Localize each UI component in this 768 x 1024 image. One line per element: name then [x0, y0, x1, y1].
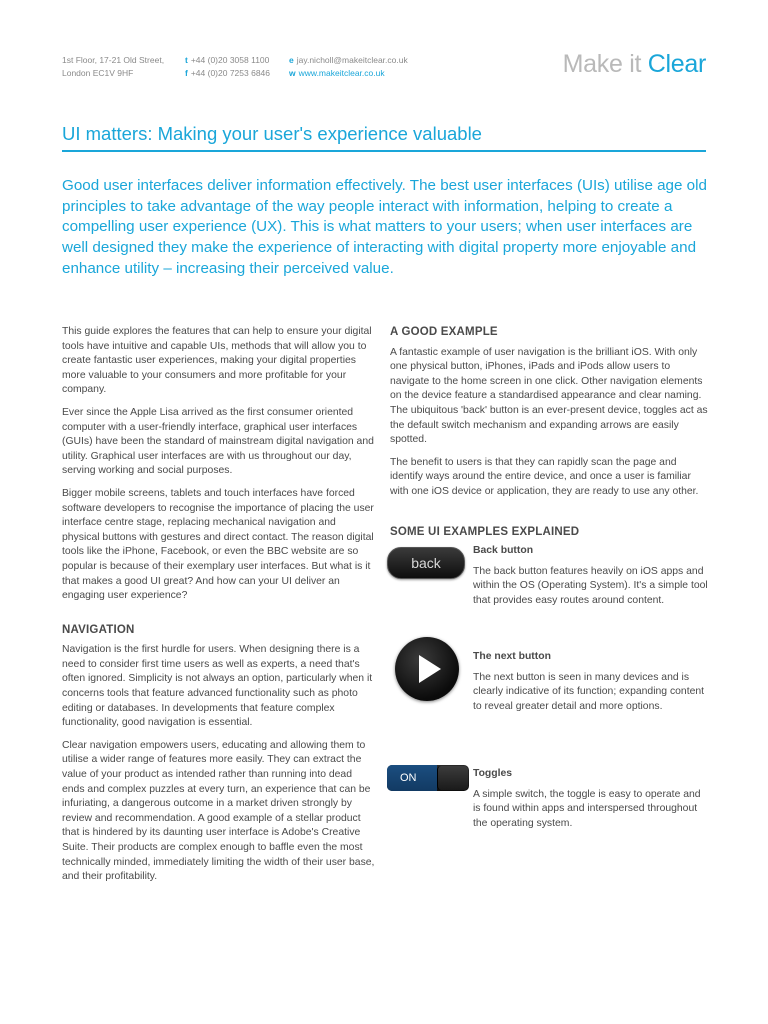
navigation-heading: NAVIGATION — [62, 623, 135, 636]
example-back-button — [390, 544, 708, 639]
phone-number: +44 (0)20 3058 1100 — [190, 55, 270, 65]
address-line-1: 1st Floor, 17-21 Old Street, — [62, 55, 165, 65]
example-title: The next button — [473, 651, 551, 663]
fax-number: +44 (0)20 7253 6846 — [190, 68, 271, 78]
address-line-2: London EC1V 9HF — [62, 68, 134, 78]
right-column — [390, 325, 708, 832]
letterhead — [62, 50, 706, 90]
company-logo — [563, 50, 706, 79]
website-link[interactable]: www.makeitclear.co.uk — [298, 68, 385, 78]
page-title: UI matters: Making your user's experience valuable — [62, 120, 706, 152]
example-title: Toggles — [473, 768, 513, 780]
address — [62, 54, 164, 80]
toggle-on-label: ON — [387, 765, 437, 791]
body-paragraph: Clear navigation empowers users, educating and allowing them to utilise a wider range of features more easily. They can extract the value of your product as intended rather than running into dead ends and complex puzzles at every turn, an experience that can be infuriating, a dangerous outcome in a market driven strongly by review and recommendation. A good example of a stellar product that is hindered by its daunting user interface is Adobe's Creative Suite. Their products are complex enough to baffle even the most technically minded, immediately limiting the width of their user base, and their profitability. — [62, 739, 375, 883]
contact-links — [289, 54, 408, 80]
example-text: The back button features heavily on iOS apps and within the OS (Operating System). It's a simple tool that provides easy routes around content. — [473, 565, 708, 606]
good-example-heading: A GOOD EXAMPLE — [390, 326, 498, 338]
play-icon — [395, 637, 459, 701]
left-column — [62, 325, 376, 893]
example-text: A simple switch, the toggle is easy to operate and is found within apps and interspersed throughout the operating system. — [473, 788, 701, 829]
toggle-switch-illustration — [387, 765, 469, 791]
body-paragraph: Navigation is the first hurdle for users. When designing there is a need to consider first time users as well as experts, a need that's often ignored. Simplicity is not always an option, particularly when it concerns tools that feature advanced functionality such as photo editing or databases. In developments that feature complex functionality, good navigation is essential. — [62, 644, 373, 729]
phone-numbers — [185, 54, 270, 80]
fax-label: f — [185, 68, 188, 78]
body-paragraph: Ever since the Apple Lisa arrived as the first consumer oriented computer with a user-friendly interface, graphical user interfaces (GUIs) have been the standard of mainstream digital navigation and utility. Graphical user interfaces are with us throughout our day, serving working and social purposes. — [62, 406, 374, 477]
body-paragraph: A fantastic example of user navigation is the brilliant iOS. With only one physical button, iPhones, iPads and iPods allow users to navigate to the home screen in one click. Other navigation elements on the device feature a standardised appearance and clear naming. The ubiquitous 'back' button is an ever-present device, toggles act as the default switch mechanism and expanding arrows are easily spotted. — [390, 346, 708, 446]
example-toggles — [390, 767, 708, 831]
phone-label: t — [185, 55, 188, 65]
example-title: Back button — [473, 545, 534, 557]
example-next-button — [390, 650, 708, 760]
logo-text-clear: Clear — [647, 50, 706, 78]
back-button-illustration: back — [387, 547, 465, 579]
body-paragraph: The benefit to users is that they can rapidly scan the page and identify ways around the entire device, and once a user is familiar with one iOS device or application, they are ready to use any other. — [390, 456, 699, 497]
website-label: w — [289, 68, 296, 78]
body-paragraph: Bigger mobile screens, tablets and touch interfaces have forced software developers to recognise the importance of placing the user interface centre stage, replacing mechanical navigation and physical buttons with gestures and direct contact. The reason digital tools like the iPhone, Facebook, or even the BBC website are so popular is because of their exemplary user interfaces. But what is it that makes a good UI great? And how can your UI deliver an engaging user experience? — [62, 487, 374, 602]
example-text: The next button is seen in many devices and is clearly indicative of its function; expanding content to reveal greater detail and more options. — [473, 671, 705, 712]
intro-paragraph: Good user interfaces deliver information effectively. The best user interfaces (UIs) utilise age old principles to take advantage of the way people interact with information, helping to create a compelling user experience (UX). This is what matters to your users; when user interfaces are well designed they make the experience of interacting with digital property more enjoyable and enhance utility – increasing their perceived value. — [62, 177, 707, 277]
logo-text-make-it: Make it — [562, 50, 642, 78]
body-paragraph: This guide explores the features that can help to ensure your digital tools have intuitive and capable UIs, methods that will allow you to create fantastic user experiences, making your digital properties more valuable to your consumers and more profitable for your company. — [62, 326, 372, 396]
email-link[interactable]: jay.nicholl@makeitclear.co.uk — [296, 55, 408, 65]
examples-heading: SOME UI EXAMPLES EXPLAINED — [390, 525, 580, 538]
email-label: e — [289, 55, 294, 65]
toggle-knob — [437, 766, 468, 790]
